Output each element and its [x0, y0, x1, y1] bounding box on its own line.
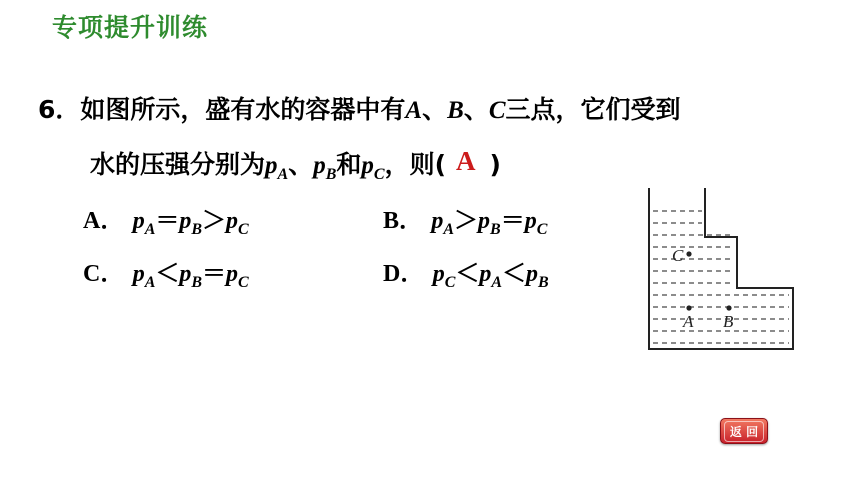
pressure-symbol: p: [265, 152, 278, 179]
water-container-diagram: [645, 185, 797, 353]
point-c-ref: C: [488, 97, 506, 124]
option-a[interactable]: A． $p_A=p_B>p_C$: [83, 206, 249, 238]
question-line-1: [38, 90, 681, 126]
option-label: C: [83, 261, 101, 287]
question-text-1-end: 三点，它们受到: [505, 95, 681, 124]
subscript-b: B: [325, 166, 337, 183]
separator: 、: [288, 150, 314, 179]
back-button-label: 返 回: [724, 421, 764, 442]
separator: 、: [422, 95, 448, 124]
pressure-symbol: p: [361, 152, 374, 179]
pressure-symbol: p: [313, 152, 326, 179]
question-text-1: ．如图所示，盛有水的容器中有: [55, 95, 406, 124]
option-d[interactable]: D． $p_C<p_A<p_B$: [383, 259, 549, 291]
point-b-label: B: [723, 312, 734, 331]
point-a-dot: [686, 305, 691, 310]
option-c[interactable]: C． $p_A<p_B=p_C$: [83, 259, 249, 291]
question-close: ): [489, 150, 501, 179]
subscript-c: C: [373, 166, 385, 183]
point-a-ref: A: [405, 97, 423, 124]
subscript-a: A: [277, 166, 289, 183]
option-label: A: [83, 208, 101, 234]
section-title: 专项提升训练: [52, 13, 209, 42]
answer-text: A: [456, 146, 476, 176]
question-then: ，则(: [384, 150, 446, 179]
question-number: 6: [38, 95, 56, 124]
point-b-dot: [726, 305, 731, 310]
option-label: B: [383, 208, 400, 234]
option-label: D: [383, 261, 401, 287]
back-button[interactable]: [720, 418, 768, 444]
point-b-ref: B: [447, 97, 464, 124]
conjunction: 和: [336, 150, 362, 179]
point-c-label: C: [672, 246, 684, 265]
question-line-2: [90, 145, 501, 184]
separator: 、: [463, 95, 489, 124]
question-text-2: 水的压强分别为: [90, 150, 266, 179]
option-b[interactable]: B． $p_A>p_B=p_C$: [383, 206, 548, 238]
point-a-label: A: [683, 312, 694, 331]
point-c-dot: [686, 251, 691, 256]
